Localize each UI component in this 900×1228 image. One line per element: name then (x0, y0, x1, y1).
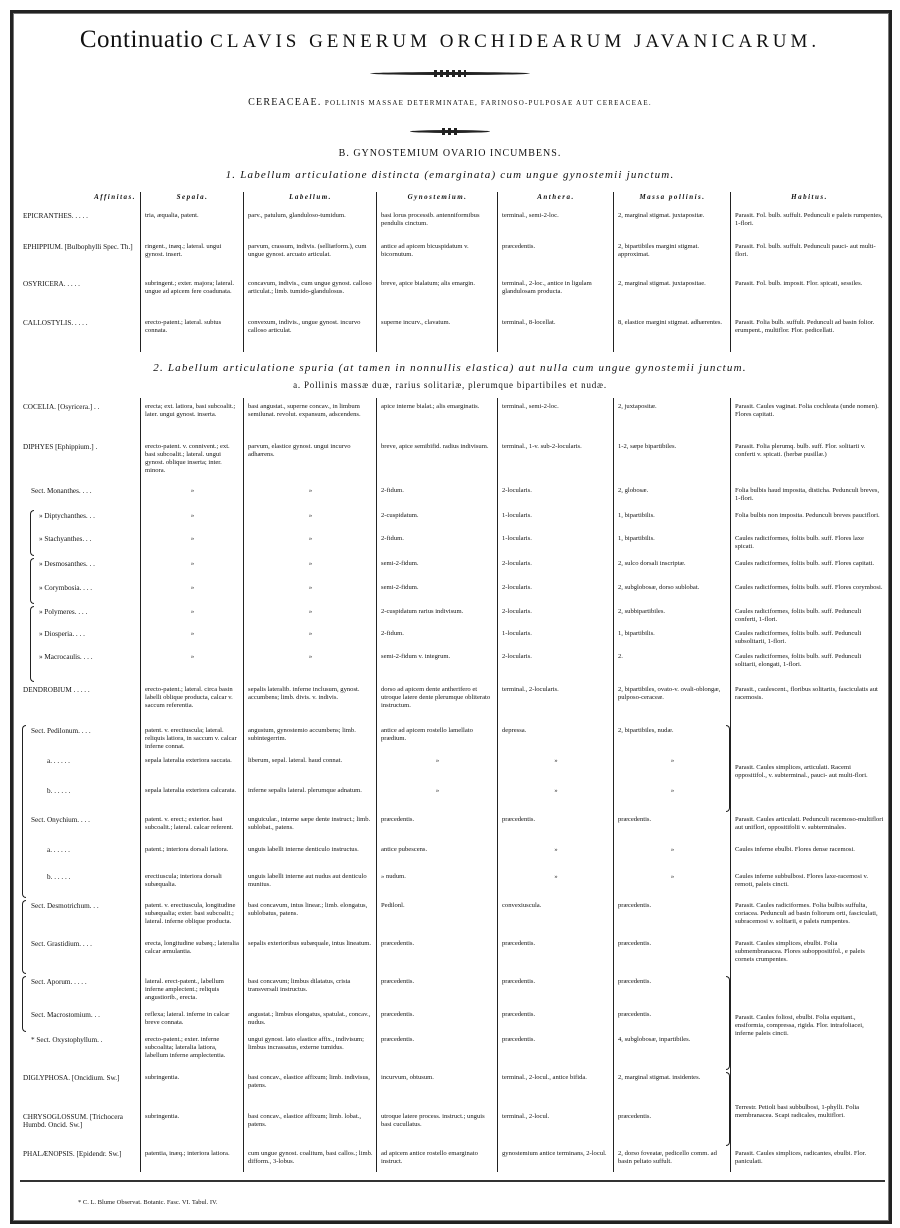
cell-gynostemium: » nudum. (381, 873, 406, 880)
brace-mark (22, 900, 26, 974)
cell-gynostemium: 2-fidum. (381, 535, 404, 542)
cell-anthera: 2-locularis. (502, 584, 532, 591)
cell-labellum: basi concav., elastice affixum; limb. lobat., patens. (248, 1113, 361, 1128)
column-header-name: Affinitas. (94, 193, 136, 201)
cell-habitus: Caules radiciformes, foliis bulb. suff. Flores laxe spicati. (735, 535, 864, 550)
cell-anthera: » (554, 846, 558, 853)
cell-gynostemium: antice ad apicem bicuspidatum v. bicornutum. (381, 243, 469, 258)
cell-labellum: basi concavum, intus linear.; limb. elongatus, sublobatus, patens. (248, 902, 368, 917)
cell-name: b. . . . . . (47, 873, 71, 881)
cell-massa: » (670, 873, 675, 880)
cell-anthera: » (554, 873, 558, 880)
cell-labellum: » (308, 630, 313, 637)
cell-massa: præcedentis. (618, 1011, 652, 1018)
cell-labellum: ungui gynost. lato elastice affix., indivisum; limbus incrassatus, externe tumidus. (248, 1036, 364, 1051)
cell-habitus: Parasit. Caules articulati. Pedunculi racemoso-multiflori aut uniflori, oppositifolii v. subterminales. (735, 816, 884, 831)
cell-gynostemium: » (435, 787, 440, 794)
cell-gynostemium: antice pubescens. (381, 846, 428, 853)
brace-mark (30, 510, 34, 556)
cell-massa: 2, subbipartibiles. (618, 608, 666, 615)
column-divider (613, 398, 614, 1172)
cell-sepala: » (190, 608, 195, 615)
column-divider (497, 192, 498, 352)
cell-sepala: » (190, 560, 195, 567)
cell-name: » Corymbosia. . . . (39, 584, 93, 592)
cell-name: EPHIPPIUM. [Bulbophylli Spec. Th.] (23, 243, 133, 251)
habitus-block (732, 212, 887, 243)
cell-gynostemium: semi-2-fidum. (381, 560, 419, 567)
cell-name: COCELIA. [Osyricera.] . . (23, 403, 100, 411)
brace-mark (22, 976, 26, 1032)
cell-name: a. . . . . . (47, 757, 70, 765)
subtitle (0, 97, 900, 108)
cell-massa: 2, dorso foveatæ, pedicello comm. ad basin peltato suffult. (618, 1150, 717, 1165)
cell-massa: 1, bipartibilis. (618, 630, 655, 637)
cell-massa: 1, bipartibilis. (618, 535, 655, 542)
ornament-divider-small (410, 130, 490, 133)
subtitle-lead: CEREACEAE. (248, 97, 322, 108)
cell-labellum: basi angustat., superne concav., in limbum semilunat. revolut. expansum, adscendens. (248, 403, 361, 418)
habitus-block (732, 608, 887, 630)
cell-labellum: cum ungue gynost. coalitum, basi callos.; limb. difform., 3-lobus. (248, 1150, 373, 1165)
cell-massa: 1-2, sæpe bipartibiles. (618, 443, 677, 450)
cell-habitus: Parasit. Fol. bulb. suffult. Pedunculi pauci- aut multi-flori. (735, 243, 876, 258)
cell-gynostemium: 2-fidum. (381, 487, 404, 494)
cell-massa: 2, bipartibiles, nudæ. (618, 727, 674, 734)
cell-name: Sect. Macrostomium. . . (31, 1011, 100, 1019)
cell-name: OSYRICERA. . . . . (23, 280, 80, 288)
cell-gynostemium: semi-2-fidum. (381, 584, 419, 591)
cell-name: » Macrocaulis. . . . (39, 653, 93, 661)
cell-sepala: patent.; interiora dorsali latiora. (145, 846, 229, 853)
cell-habitus: Terrestr. Petioli basi subbulbosi, 1-phylli. Folia membranacea. Scapi radicales, multiflori. (735, 1104, 860, 1119)
cell-anthera: terminal., 8-locellat. (502, 319, 556, 326)
cell-anthera: terminal., 1-v. sub-2-locularis. (502, 443, 582, 450)
cell-labellum: » (308, 512, 313, 519)
section-b-heading: B. GYNOSTEMIUM OVARIO INCUMBENS. (338, 148, 562, 159)
cell-anthera: 2-locularis. (502, 608, 532, 615)
cell-labellum: convexum, indivis., ungue gynost. incurvo calloso articulat. (248, 319, 361, 334)
cell-massa: 2, juxtapositæ. (618, 403, 657, 410)
cell-sepala: reflexa; lateral. inferne in calcar breve connata. (145, 1011, 230, 1026)
footnote: * C. L. Blume Observat. Botanic. Fasc. VI. Tabul. IV. (78, 1199, 218, 1206)
brace-mark (30, 558, 34, 604)
cell-labellum: inferne sepalis lateral. plerumque adnatum. (248, 787, 362, 794)
cell-sepala: patentia, inæq.; interiora latiora. (145, 1150, 230, 1157)
cell-habitus: Parasit. Caules foliosi, ebulbi. Folia equitant., ensiformia, compressa, rigida. Flor. intrafoliacei, inferne paleis cincti. (735, 1014, 864, 1037)
habitus-block (732, 846, 887, 873)
cell-habitus: Parasit. Fol. bulb. imposit. Flor. spicati, sessiles. (735, 280, 863, 287)
cell-gynostemium: Pedilonl. (381, 902, 405, 909)
cell-sepala: erecto-patent. v. connivent.; ext. basi subcoalit.; lateral. ungui gynost. oblique inserta; inter. minora. (145, 443, 230, 474)
cell-sepala: erecto-patent.; lateral. subtus connata. (145, 319, 222, 334)
heading-1: 1. Labellum articulatione distincta (emarginata) cum ungue gynostemii junctum. (225, 169, 675, 181)
cell-labellum: » (308, 608, 313, 615)
brace-mark (726, 976, 730, 1070)
cell-massa: 2, sulco dorsali inscriptæ. (618, 560, 686, 567)
habitus-block (732, 940, 887, 978)
cell-massa: » (670, 787, 675, 794)
cell-sepala: patent. v. erectiuscula, longitudine subæqualia; exter. basi subcoalit.; lateral. inferne oblique producta. (145, 902, 236, 925)
table-row (0, 757, 900, 765)
cell-gynostemium: breve, apice bialatum; alis emargin. (381, 280, 475, 287)
cell-massa: præcedentis. (618, 816, 652, 823)
cell-anthera: præcedentis. (502, 243, 536, 250)
cell-name: * Sect. Oxystophyllum. . (31, 1036, 103, 1044)
cell-massa: 2, bipartibiles margini stigmat. approximat. (618, 243, 700, 258)
cell-name: CALLOSTYLIS. . . . . (23, 319, 88, 327)
cell-gynostemium: ad apicem antice rostello emarginato instruct. (381, 1150, 478, 1165)
footer-rule (20, 1180, 885, 1182)
cell-gynostemium: 2-fidum. (381, 630, 404, 637)
cell-gynostemium: apice interne bialat.; alis emarginatis. (381, 403, 480, 410)
cell-sepala: » (190, 512, 195, 519)
habitus-block (732, 1074, 887, 1150)
cell-labellum: concavum, indivis., cum ungue gynost. calloso articulat.; limb. tumido-glandulosus. (248, 280, 372, 295)
cell-massa: 2, marginal stigmat. juxtapositae. (618, 280, 706, 287)
title-prefix: Continuatio (79, 26, 204, 53)
column-header-sepala: Sepala. (176, 193, 209, 201)
cell-gynostemium: præcedentis. (381, 1011, 415, 1018)
habitus-block (732, 403, 887, 443)
cell-labellum: » (308, 535, 313, 542)
cell-labellum: basi concavum; limbus dilatatus, crista transversali instructus. (248, 978, 351, 993)
habitus-block (732, 873, 887, 902)
cell-habitus: Parasit., caulescent., floribus solitariis, fasciculatis aut racemosis. (735, 686, 878, 701)
cell-anthera: 2-locularis. (502, 487, 532, 494)
cell-name: DIPHYES [Ephippium.] . (23, 443, 98, 451)
cell-gynostemium: incurvum, obtusum. (381, 1074, 434, 1081)
cell-habitus: Caules radiciformes, foliis bulb. suff. Flores corymbosi. (735, 584, 883, 591)
cell-anthera: præcedentis. (502, 1011, 536, 1018)
cell-anthera: 1-locularis. (502, 535, 532, 542)
cell-anthera: præcedentis. (502, 978, 536, 985)
cell-sepala: sepala lateralia exteriora saccata. (145, 757, 232, 764)
cell-name: » Polymeres. . . . (39, 608, 88, 616)
heading-2: 2. Labellum articulatione spuria (at tamen in nonnullis elastica) aut nulla cum ungue gynostemii junctum. (153, 362, 747, 374)
cell-name: Sect. Grastidium. . . . (31, 940, 92, 948)
column-divider (140, 192, 141, 352)
column-divider (613, 192, 614, 352)
cell-habitus: Parasit. Folia plerumq. bulb. suff. Flor. solitarii v. conferti v. spicati. (herbæ pusillæ.) (735, 443, 866, 458)
cell-name: Sect. Monanthes. . . . (31, 487, 92, 495)
cell-sepala: patent. v. erectiuscula; lateral. reliquis latiora, in saccum v. calcar inferne connat. (145, 727, 237, 750)
column-header-gynostemium: Gynostemium. (407, 193, 468, 201)
cell-sepala: erecta, longitudine subæq.; lateralia calcar æmulantia. (145, 940, 239, 955)
cell-massa: » (670, 757, 675, 764)
cell-massa: 2, marginal stigmat. juxtapositæ. (618, 212, 705, 219)
cell-sepala: erecta; ext. latiora, basi subcoalit.; later. ungui gynost. inserta. (145, 403, 236, 418)
cell-sepala: subringent.; exter. majora; lateral. ungue ad apicem fere coadunata. (145, 280, 234, 295)
cell-habitus: Folia bulbis haud imposita, disticha. Pedunculi breves, 1-flori. (735, 487, 880, 502)
brace-mark (726, 1072, 730, 1146)
habitus-block (732, 630, 887, 653)
cell-sepala: » (190, 653, 195, 660)
cell-labellum: liberum, sepal. lateral. haud connat. (248, 757, 343, 764)
cell-habitus: Folia bulbis non imposita. Pedunculi breves pauciflori. (735, 512, 880, 519)
cell-habitus: Caules radiciformes, foliis bulb. suff. Pedunculi subsolitarii, 1-flori. (735, 630, 862, 645)
cell-sepala: erecto-patent.; lateral. circa basin labelli oblique producta, calcar v. saccum referentia. (145, 686, 233, 709)
cell-labellum: unguis labelli interne aut nudus aut denticulo munitus. (248, 873, 367, 888)
cell-habitus: Caules radiciformes, foliis bulb. suff. Pedunculi conferti, 1-flori. (735, 608, 862, 623)
cell-anthera: » (554, 757, 558, 764)
cell-sepala: lateral. erect-patent., labellum inferne amplectent.; reliquis angustiorib., erecta. (145, 978, 224, 1001)
cell-anthera: depressa. (502, 727, 527, 734)
cell-habitus: Parasit. Caules radiciformes. Folia bulbis suffulta, coriacea. Pedunculi ad basin foliorum orti, fasciculati, subracemosi v. solitarii, e paleis rumpentes. (735, 902, 878, 925)
cell-gynostemium: 2-cuspidatum. (381, 512, 419, 519)
cell-habitus: Parasit. Fol. bulb. suffult. Pedunculi e paleis rumpentes, 1-flori. (735, 212, 883, 227)
cell-gynostemium: superne incurv., clavatum. (381, 319, 451, 326)
cell-labellum: » (308, 560, 313, 567)
cell-name: » Diosperia. . . . (39, 630, 85, 638)
cell-name: CHRYSOGLOSSUM. [Trichocera Humbd. Oncid. Sw.] (23, 1113, 123, 1129)
habitus-block (732, 727, 887, 816)
column-header-labellum: Labellum. (289, 193, 332, 201)
habitus-block (732, 319, 887, 350)
cell-massa: 2, globosæ. (618, 487, 649, 494)
cell-anthera: convexiuscula. (502, 902, 542, 909)
table-row (0, 1011, 900, 1027)
cell-sepala: sepala lateralia exteriora calcarata. (145, 787, 237, 794)
cell-name: Sect. Onychium. . . . (31, 816, 90, 824)
brace-mark (726, 725, 730, 812)
habitus-block (732, 584, 887, 608)
brace-mark (30, 606, 34, 682)
cell-gynostemium: breve, apice semibifid. radius indivisum. (381, 443, 489, 450)
cell-name: PHALÆNOPSIS. [Epidendr. Sw.] (23, 1150, 122, 1158)
cell-sepala: » (190, 584, 195, 591)
habitus-block (732, 1150, 887, 1172)
title-main: CLAVIS GENERUM ORCHIDEARUM JAVANICARUM. (210, 31, 821, 52)
subtitle-rest: POLLINIS MASSAE DETERMINATAE, FARINOSO-PULPOSAE AUT CEREACEAE. (324, 99, 652, 107)
cell-massa: præcedentis. (618, 1113, 652, 1120)
cell-anthera: præcedentis. (502, 940, 536, 947)
cell-name: EPICRANTHES. . . . . (23, 212, 88, 220)
habitus-block (732, 512, 887, 535)
column-header-habitus: Habitus. (791, 193, 828, 201)
cell-labellum: angustum, gynostemio accumbens; limb. subintegerrim. (248, 727, 356, 742)
cell-name: Sect. Desmotrichum. . . (31, 902, 99, 910)
habitus-block (732, 902, 887, 940)
cell-gynostemium: » (435, 757, 440, 764)
cell-habitus: Parasit. Caules simplices, ebulbi. Folia submembranacea. Flores suboppositifol., e paleis corneis crumpentes. (735, 940, 865, 963)
cell-gynostemium: præcedentis. (381, 816, 415, 823)
cell-sepala: » (190, 535, 195, 542)
cell-labellum: parvum, elastice gynost. ungui incurvo adhærens. (248, 443, 351, 458)
cell-anthera: » (554, 787, 558, 794)
brace-mark (22, 725, 26, 898)
cell-labellum: unguis labelli interne denticulo instructus. (248, 846, 359, 853)
cell-labellum: sepalis lateralib. inferne inclusum, gynost. accumbens; limb. divis. v. indivis. (248, 686, 360, 701)
cell-habitus: Caules radiciformes, foliis bulb. suff. Pedunculi solitarii, elongati, 1-flori. (735, 653, 862, 668)
cell-sepala: » (190, 487, 195, 494)
cell-anthera: terminal., 2-locul. (502, 1113, 550, 1120)
column-divider (730, 398, 731, 1172)
cell-massa: 2, marginal stigmat. insidentes. (618, 1074, 701, 1081)
cell-anthera: præcedentis. (502, 1036, 536, 1043)
column-header-massa: Massa pollinis. (639, 193, 706, 201)
cell-habitus: Parasit. Folia bulb. suffult. Pedunculi ad basin folior. erumpent., multiflor. Flor. pedicellati. (735, 319, 875, 334)
cell-massa: 8, elastice margini stigmat. adhærentes. (618, 319, 723, 326)
cell-gynostemium: dorso ad apicem dente antherifero et utroque latere dente plerumque obliterato instructum. (381, 686, 491, 709)
cell-sepala: subringentia. (145, 1113, 180, 1120)
habitus-block (732, 243, 887, 280)
habitus-block (732, 686, 887, 727)
column-divider (376, 192, 377, 352)
cell-name: » Desmosanthes. . . (39, 560, 95, 568)
cell-gynostemium: præcedentis. (381, 978, 415, 985)
column-divider (497, 398, 498, 1172)
cell-sepala: ringent., inæq.; lateral. ungui gynost. insert. (145, 243, 222, 258)
column-divider (730, 192, 731, 352)
cell-anthera: 2-locularis. (502, 653, 532, 660)
cell-gynostemium: præcedentis. (381, 1036, 415, 1043)
habitus-block (732, 653, 887, 686)
cell-gynostemium: utroque latere process. instruct.; unguis basi cucullatus. (381, 1113, 485, 1128)
cell-gynostemium: præcedentis. (381, 940, 415, 947)
cell-name: DIGLYPHOSA. [Oncidium. Sw.] (23, 1074, 120, 1082)
cell-habitus: Parasit. Caules simplices, articulati. Racemi oppositifol., v. subterminal., pauci- aut multi-flori. (735, 763, 868, 779)
cell-sepala: erecto-patent.; exter. inferne subcoalita; lateralia latiora, labellum inferne amplectentia. (145, 1036, 226, 1059)
cell-sepala: » (190, 630, 195, 637)
cell-labellum: angustat.; limbus elongatus, spatulat., concav., nudus. (248, 1011, 371, 1026)
cell-sepala: patent. v. erect.; exterior. basi subcoalit.; lateral. calcar referent. (145, 816, 234, 831)
cell-anthera: terminal., semi-2-loc. (502, 403, 559, 410)
cell-anthera: 1-locularis. (502, 512, 532, 519)
cell-name: Sect. Aporum. . . . . (31, 978, 87, 986)
cell-anthera: terminal., 2-loc., antice in ligulam glandulosam producta. (502, 280, 592, 295)
cell-anthera: 1-locularis. (502, 630, 532, 637)
cell-anthera: terminal., 2-locularis. (502, 686, 559, 693)
cell-labellum: parv., patulum, glanduloso-tumidum. (248, 212, 346, 219)
table-row (0, 1036, 900, 1060)
cell-massa: præcedentis. (618, 940, 652, 947)
cell-labellum: » (308, 584, 313, 591)
cell-anthera: terminal., 2-locul., antice bifida. (502, 1074, 587, 1081)
habitus-block (732, 535, 887, 560)
column-header-anthera: Anthera. (537, 193, 575, 201)
cell-labellum: basi concav., elastice affixum; limb. indivisus, patens. (248, 1074, 370, 1089)
table-row (0, 1113, 900, 1129)
cell-gynostemium: 2-cuspidatum rarius indivisum. (381, 608, 464, 615)
cell-gynostemium: semi-2-fidum v. integrum. (381, 653, 451, 660)
cell-massa: 2, subglobosæ, dorso sublobat. (618, 584, 700, 591)
cell-sepala: subringentia. (145, 1074, 180, 1081)
ornament-divider (370, 72, 530, 75)
cell-anthera: gynostemium antice terminans, 2-locul. (502, 1150, 607, 1157)
cell-gynostemium: antice ad apicem rostello lamellato prædium. (381, 727, 473, 742)
habitus-block (732, 280, 887, 319)
cell-name: a. . . . . . (47, 846, 70, 854)
cell-habitus: Parasit. Caules vaginat. Folia cochleata (unde nomen). Flores capitati. (735, 403, 879, 418)
cell-massa: 2, bipartibiles, ovato-v. ovali-oblongæ, pulposo-ceraceæ. (618, 686, 721, 701)
cell-sepala: erectiuscula; interiora dorsali subæqualia. (145, 873, 222, 888)
cell-massa: 4, subglobosæ, inpartibiles. (618, 1036, 691, 1043)
cell-massa: præcedentis. (618, 978, 652, 985)
cell-massa: 1, bipartibilis. (618, 512, 655, 519)
cell-labellum: unguicular., interne sæpe dente instruct.; limb. sublobat., patens. (248, 816, 371, 831)
habitus-block (732, 560, 887, 584)
cell-anthera: 2-locularis. (502, 560, 532, 567)
cell-anthera: terminal., semi-2-loc. (502, 212, 559, 219)
cell-labellum: » (308, 487, 313, 494)
cell-habitus: Parasit. Caules simplices, radicantes, ebulbi. Flor. paniculati. (735, 1150, 867, 1165)
cell-massa: præcedentis. (618, 902, 652, 909)
cell-massa: » (670, 846, 675, 853)
cell-labellum: sepalis exterioribus subæquale, intus lineatum. (248, 940, 372, 947)
habitus-block (732, 443, 887, 487)
page-title (0, 26, 900, 54)
column-divider (140, 398, 141, 1172)
cell-name: » Stachyanthes. . . (39, 535, 92, 543)
column-divider (243, 398, 244, 1172)
habitus-block (732, 487, 887, 512)
cell-anthera: præcedentis. (502, 816, 536, 823)
habitus-block (732, 816, 887, 846)
cell-habitus: Caules radiciformes, foliis bulb. suff. Flores capitati. (735, 560, 875, 567)
cell-name: » Diptychanthes. . . (39, 512, 95, 520)
cell-sepala: tria, æqualia, patent. (145, 212, 199, 219)
cell-name: DENDROBIUM . . . . . (23, 686, 90, 694)
column-divider (376, 398, 377, 1172)
cell-labellum: parvum, crassum, indivis. (selliæform.), cum ungue gynost. arcuato articulat. (248, 243, 367, 258)
cell-gynostemium: basi lorus processib. antenniformibus pendulis cinctum. (381, 212, 480, 227)
cell-habitus: Caules inferne ebulbi. Flores dense racemosi. (735, 846, 855, 853)
table-row (0, 787, 900, 795)
column-divider (243, 192, 244, 352)
heading-2a: a. Pollinis massæ duæ, rarius solitariæ, plerumque bipartibiles et nudæ. (293, 380, 607, 390)
cell-massa: 2. (618, 653, 623, 660)
cell-labellum: » (308, 653, 313, 660)
cell-habitus: Caules inferne subbulbosi. Flores laxe-racemosi v. remoti, paleis cincti. (735, 873, 869, 888)
cell-name: Sect. Pedilonum. . . . (31, 727, 91, 735)
cell-name: b. . . . . . (47, 787, 71, 795)
